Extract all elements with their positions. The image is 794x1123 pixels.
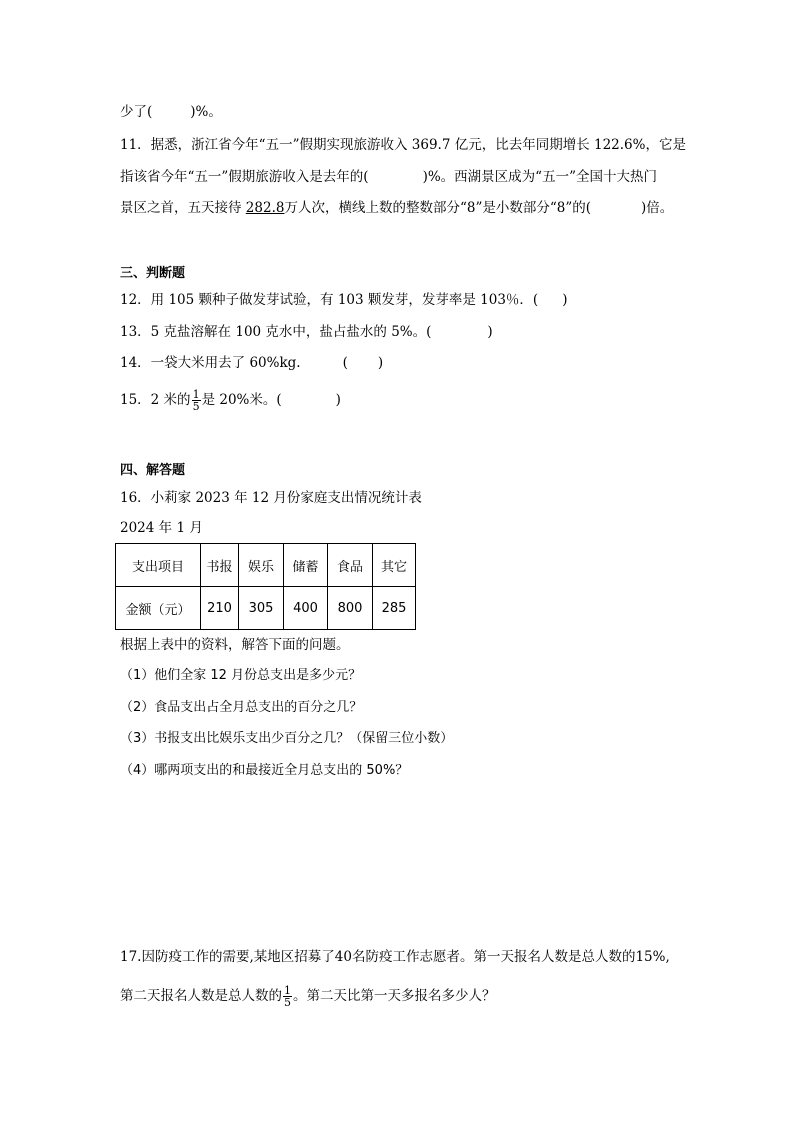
q15-before: 15．2 米的 bbox=[120, 392, 191, 408]
q15-fraction bbox=[192, 389, 201, 412]
q15-frac-num: 1 bbox=[192, 388, 200, 401]
q12 bbox=[120, 290, 567, 310]
q17-line2-a: 第二天报名人数是总人数的 bbox=[120, 988, 282, 1004]
q16-part-3: （3）书报支出比娱乐支出少百分之几？（保留三位小数） bbox=[120, 731, 454, 746]
q11-line3-a: 景区之首，五天接待 bbox=[120, 200, 246, 216]
q11-line2-a: 指该省今年“五一”假期旅游收入是去年的( bbox=[120, 169, 369, 185]
q14-open: ( bbox=[342, 355, 348, 371]
q16-part-2: （2）食品支出占全月总支出的百分之几？ bbox=[120, 700, 363, 715]
table-header-cell: 书报 bbox=[201, 544, 239, 587]
q10-after: )%。 bbox=[190, 104, 222, 120]
section4-heading: 四、解答题 bbox=[120, 463, 186, 478]
q15 bbox=[120, 389, 341, 412]
table-cell: 金额（元） bbox=[116, 587, 201, 630]
q12-text: 12．用 105 颗种子做发芽试验，有 103 颗发芽，发芽率是 103％．( bbox=[120, 292, 539, 308]
table-header-cell: 其它 bbox=[373, 544, 416, 587]
q11-line3 bbox=[120, 198, 673, 218]
q16-title: 16．小莉家 2023 年 12 月份家庭支出情况统计表 bbox=[120, 490, 422, 506]
q16-intro: 根据上表中的资料，解答下面的问题。 bbox=[120, 637, 350, 653]
expense-table bbox=[115, 543, 416, 630]
q14-close: ) bbox=[377, 355, 384, 371]
q11-line1: 11．据悉，浙江省今年“五一”假期实现旅游收入 369.7 亿元，比去年同期增长 122.6%，它是 bbox=[120, 137, 686, 153]
q10-text: 少了( bbox=[120, 104, 153, 120]
q16-part-1: （1）他们全家 12 月份总支出是多少元？ bbox=[120, 668, 362, 683]
section3-heading: 三、判断题 bbox=[120, 266, 186, 281]
q11-line3-c: )倍。 bbox=[641, 200, 674, 216]
q14 bbox=[120, 353, 383, 373]
table-cell: 305 bbox=[239, 587, 284, 630]
q17-frac-den: 5 bbox=[284, 996, 291, 1009]
q13-close: ) bbox=[487, 324, 493, 340]
q10-tail bbox=[120, 102, 222, 122]
q11-line3-b: 万人次，横线上数的整数部分“8”是小数部分“8”的( bbox=[284, 200, 592, 216]
q16-part-4: （4）哪两项支出的和最接近全月总支出的 50%？ bbox=[120, 763, 409, 778]
table-cell: 285 bbox=[373, 587, 416, 630]
q17-fraction bbox=[283, 985, 292, 1008]
q11-line2 bbox=[120, 167, 657, 187]
table-header-cell: 储蓄 bbox=[284, 544, 328, 587]
q17-line2-b: 。第二天比第一天多报名多少人？ bbox=[293, 988, 496, 1004]
table-header-cell: 娱乐 bbox=[239, 544, 284, 587]
q17-line1: 17.因防疫工作的需要,某地区招募了40名防疫工作志愿者。第一天报名人数是总人数的15%, bbox=[120, 949, 670, 965]
q11-underlined-number: 282.8 bbox=[245, 200, 285, 216]
table-header-cell: 食品 bbox=[328, 544, 373, 587]
q13-text: 13．5 克盐溶解在 100 克水中，盐占盐水的 5%。( bbox=[120, 324, 432, 340]
q14-text: 14．一袋大米用去了 60%kg. bbox=[120, 355, 301, 371]
q17-frac-num: 1 bbox=[284, 984, 291, 997]
table-cell: 210 bbox=[201, 587, 239, 630]
table-cell: 800 bbox=[328, 587, 373, 630]
table-cell: 400 bbox=[284, 587, 328, 630]
table-header-cell: 支出项目 bbox=[116, 544, 201, 587]
q12-close: ) bbox=[562, 292, 568, 308]
q13 bbox=[120, 322, 493, 342]
q11-line2-b: )%。西湖景区成为“五一”全国十大热门 bbox=[422, 169, 657, 185]
table-header-row bbox=[116, 544, 416, 587]
table-row bbox=[116, 587, 416, 630]
q15-close: ) bbox=[335, 392, 341, 408]
q15-frac-den: 5 bbox=[192, 400, 200, 413]
q17-line2 bbox=[120, 985, 496, 1008]
q16-date: 2024 年 1 月 bbox=[120, 520, 203, 536]
q15-after: 是 20%米。( bbox=[201, 392, 282, 408]
